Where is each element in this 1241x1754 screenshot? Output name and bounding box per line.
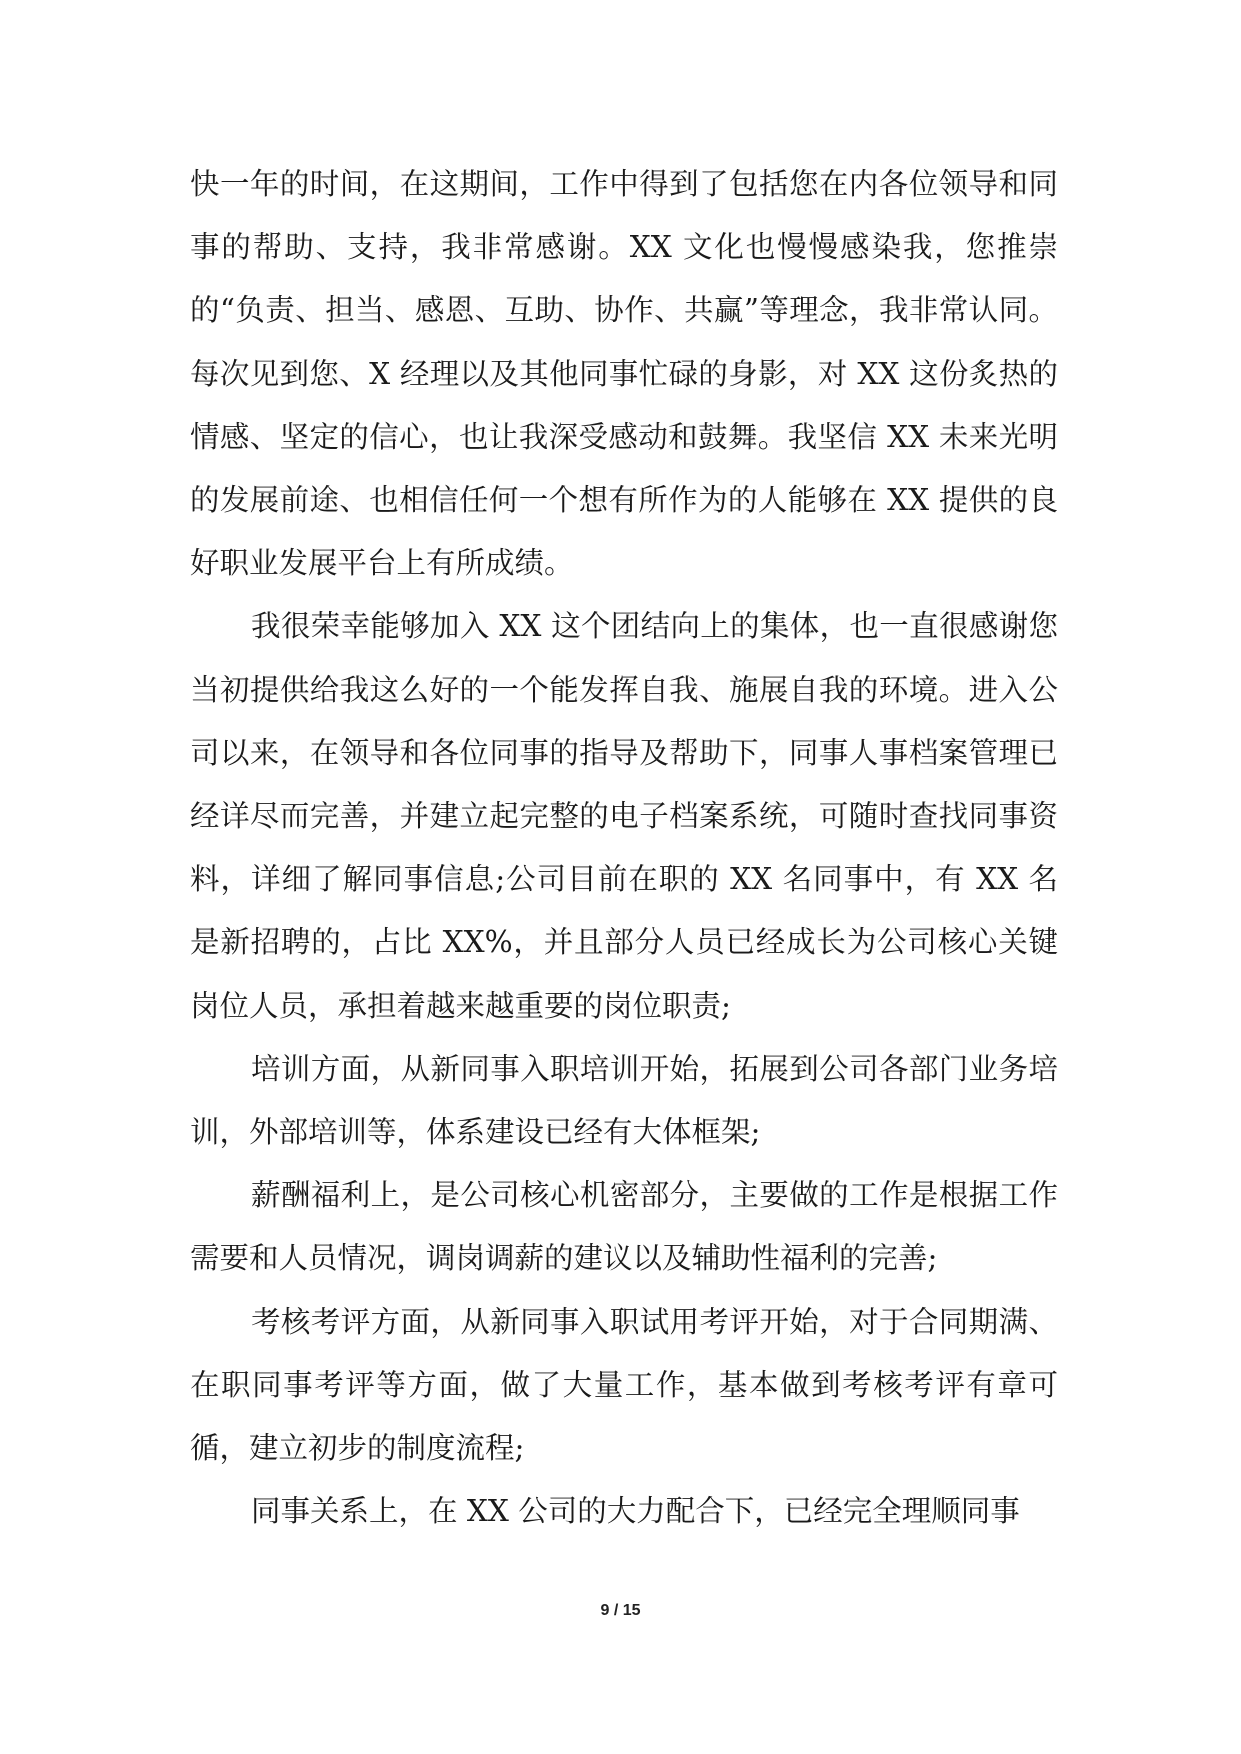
paragraph-6: 同事关系上，在 XX 公司的大力配合下，已经完全理顺同事 xyxy=(251,1494,1020,1529)
paragraph-5: 考核考评方面，从新同事入职试用考评开始，对于合同期满、在职同事考评等方面，做了大量工作，基本做到考核考评有章可循，建立初步的制度流程; xyxy=(190,1304,1058,1466)
paragraph-3: 培训方面，从新同事入职培训开始，拓展到公司各部门业务培训，外部培训等，体系建设已经有大体框架; xyxy=(190,1051,1058,1150)
document-body xyxy=(190,153,1058,1543)
paragraph-2: 我很荣幸能够加入 XX 这个团结向上的集体，也一直很感谢您当初提供给我这么好的一个能发挥自我、施展自我的环境。进入公司以来，在领导和各位同事的指导及帮助下，同事人事档案管理已经详尽而完善，并建立起完整的电子档案系统，可随时查找同事资料，详细了解同事信息;公司目前在职的 XX 名同事中，有 XX 名是新招聘的，占比 XX%，并且部分人员已经成长为公司核心关键岗位人员，承担着越来越重要的岗位职责; xyxy=(190,609,1058,1023)
page-number: 9 / 15 xyxy=(600,1602,641,1619)
paragraph-1: 快一年的时间，在这期间，工作中得到了包括您在内各位领导和同事的帮助、支持，我非常感谢。XX 文化也慢慢感染我，您推崇的“负责、担当、感恩、互助、协作、共赢”等理念，我非常认同。每次见到您、X 经理以及其他同事忙碌的身影，对 XX 这份炙热的情感、坚定的信心，也让我深受感动和鼓舞。我坚信 XX 未来光明的发展前途、也相信任何一个想有所作为的人能够在 XX 提供的良好职业发展平台上有所成绩。 xyxy=(190,167,1058,581)
paragraph-4: 薪酬福利上，是公司核心机密部分，主要做的工作是根据工作需要和人员情况，调岗调薪的建议以及辅助性福利的完善; xyxy=(190,1178,1058,1276)
